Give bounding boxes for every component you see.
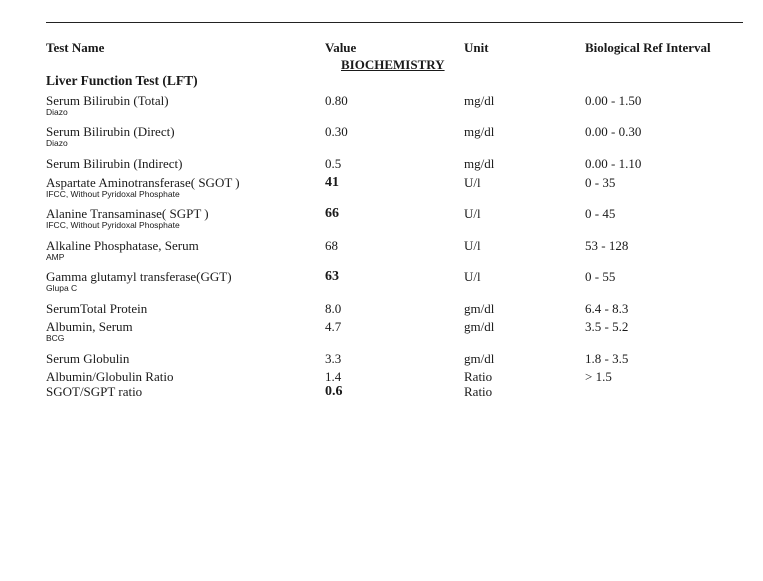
table-row [0, 93, 763, 123]
result-value: 68 [325, 238, 338, 253]
result-unit: U/l [464, 238, 481, 253]
result-unit: U/l [464, 206, 481, 221]
reference-interval: 53 - 128 [585, 238, 629, 253]
reference-interval: 0.00 - 0.30 [585, 124, 642, 139]
result-unit: gm/dl [464, 351, 495, 366]
result-value: 63 [325, 269, 339, 284]
table-row [0, 175, 763, 205]
reference-interval: 0.00 - 1.50 [585, 93, 642, 108]
result-value: 66 [325, 206, 339, 221]
test-name: Gamma glutamyl transferase(GGT) [46, 269, 232, 284]
column-header-ref-interval: Biological Ref Interval [585, 40, 711, 55]
column-header-value: Value [325, 40, 357, 55]
test-name: Albumin/Globulin Ratio [46, 369, 174, 384]
test-group-title: Liver Function Test (LFT) [46, 73, 198, 88]
test-name: Serum Bilirubin (Total) [46, 93, 169, 108]
result-value: 8.0 [325, 301, 342, 316]
test-name: Aspartate Aminotransferase( SGOT ) [46, 175, 240, 190]
result-value: 0.30 [325, 124, 348, 139]
cropped-header-text [415, 0, 590, 4]
reference-interval: 6.4 - 8.3 [585, 301, 629, 316]
header-divider [46, 22, 743, 23]
section-title: BIOCHEMISTRY [341, 57, 445, 72]
result-unit: mg/dl [464, 156, 495, 171]
test-name: Serum Bilirubin (Direct) [46, 124, 175, 139]
test-method: Diazo [46, 107, 68, 117]
column-header-test-name: Test Name [46, 40, 105, 55]
result-value: 0.80 [325, 93, 348, 108]
test-method: IFCC, Without Pyridoxal Phosphate [46, 189, 180, 199]
result-value: 0.6 [325, 384, 343, 399]
table-row [0, 238, 763, 268]
result-unit: Ratio [464, 369, 493, 384]
reference-interval: 3.5 - 5.2 [585, 319, 629, 334]
reference-interval: 0.00 - 1.10 [585, 156, 642, 171]
test-name: Alanine Transaminase( SGPT ) [46, 206, 209, 221]
test-name: Albumin, Serum [46, 319, 133, 334]
test-name: Serum Bilirubin (Indirect) [46, 156, 183, 171]
result-value: 0.5 [325, 156, 342, 171]
table-row [0, 124, 763, 154]
test-method: AMP [46, 252, 65, 262]
reference-interval: 0 - 45 [585, 206, 616, 221]
reference-interval: 0 - 35 [585, 175, 616, 190]
table-row [0, 206, 763, 236]
result-value: 41 [325, 175, 339, 190]
test-name: SGOT/SGPT ratio [46, 384, 143, 399]
reference-interval: > 1.5 [585, 369, 612, 384]
table-row [0, 384, 763, 414]
result-unit: mg/dl [464, 124, 495, 139]
reference-interval: 0 - 55 [585, 269, 616, 284]
result-unit: gm/dl [464, 319, 495, 334]
table-row [0, 319, 763, 349]
test-method: BCG [46, 333, 65, 343]
reference-interval: 1.8 - 3.5 [585, 351, 629, 366]
test-name: Alkaline Phosphatase, Serum [46, 238, 199, 253]
result-value: 4.7 [325, 319, 342, 334]
test-name: SerumTotal Protein [46, 301, 148, 316]
test-name: Serum Globulin [46, 351, 130, 366]
test-method: IFCC, Without Pyridoxal Phosphate [46, 220, 180, 230]
result-unit: U/l [464, 175, 481, 190]
result-unit: Ratio [464, 384, 493, 399]
result-unit: U/l [464, 269, 481, 284]
table-row [0, 269, 763, 299]
test-method: Diazo [46, 138, 68, 148]
result-value: 1.4 [325, 369, 342, 384]
column-header-unit: Unit [464, 40, 489, 55]
result-value: 3.3 [325, 351, 342, 366]
result-unit: gm/dl [464, 301, 495, 316]
test-method: Glupa C [46, 283, 78, 293]
result-unit: mg/dl [464, 93, 495, 108]
